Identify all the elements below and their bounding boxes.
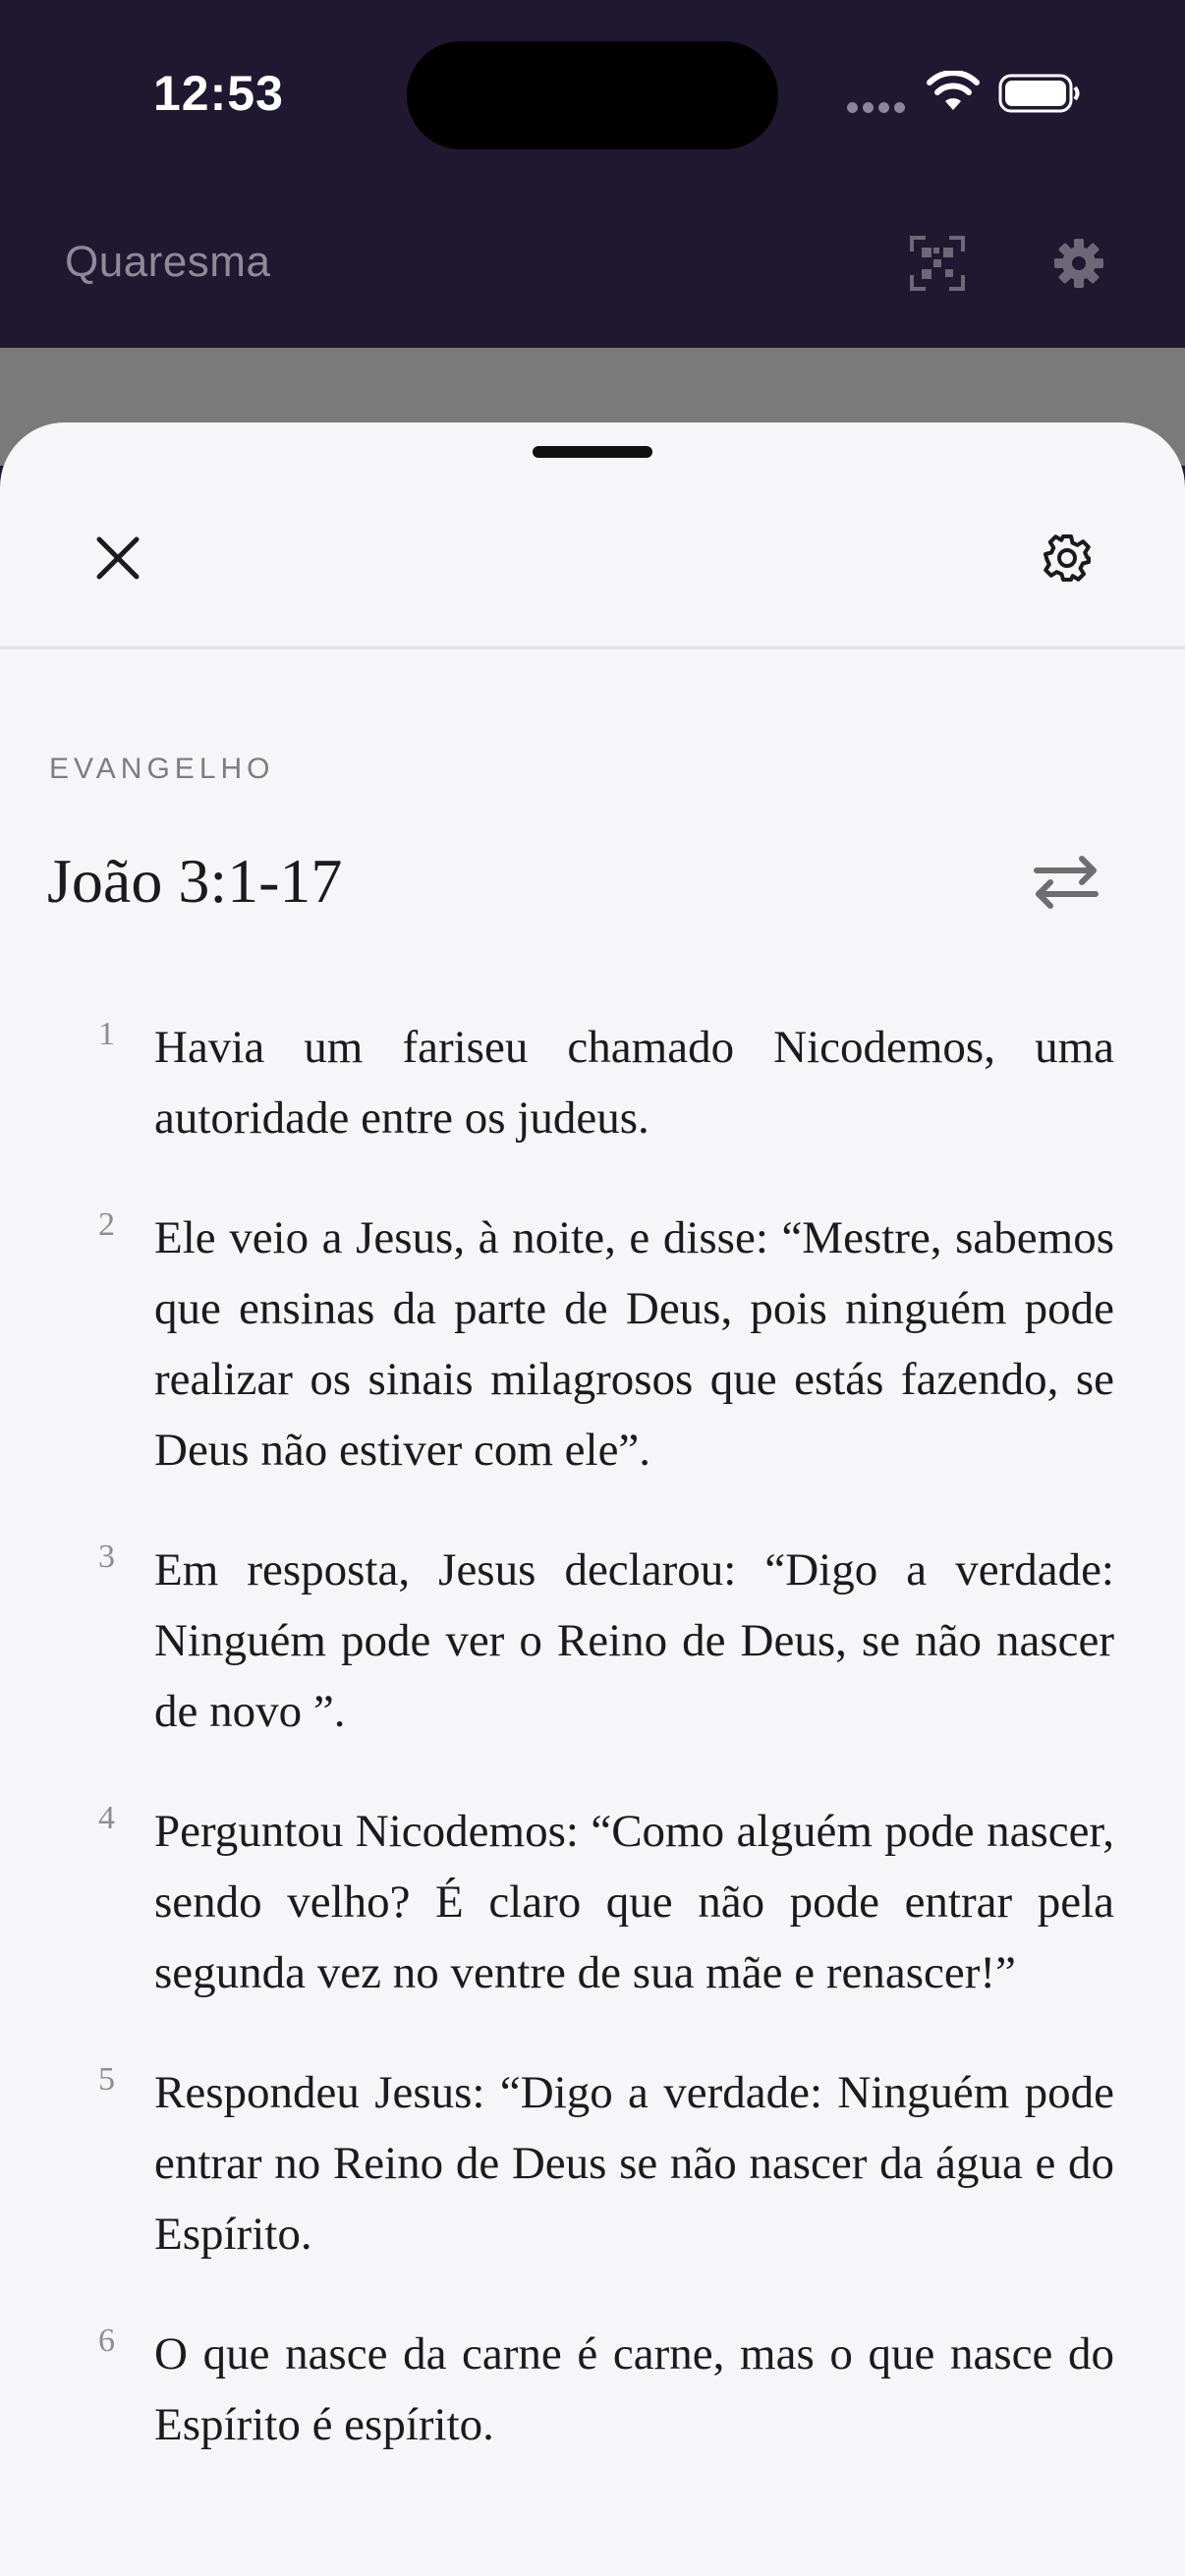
dynamic-island <box>407 41 778 149</box>
status-bar <box>0 0 1185 193</box>
close-icon <box>95 535 141 581</box>
app-title: Quaresma <box>65 238 271 286</box>
status-time: 12:53 <box>153 66 284 121</box>
verse-number: 4 <box>98 1800 115 1836</box>
verse-text: Em resposta, Jesus declarou: “Digo a verdade: Ninguém pode ver o Reino de Deus, se não nascer de novo ”. <box>154 1544 1114 1737</box>
verse <box>0 2319 1185 2460</box>
verse-text: O que nasce da carne é carne, mas o que nasce do Espírito é espírito. <box>154 2328 1114 2450</box>
reading-settings-button[interactable] <box>1030 521 1104 595</box>
app-header <box>0 193 1185 348</box>
verse-text: Ele veio a Jesus, à noite, e disse: “Mestre, sabemos que ensinas da parte de Deus, pois ninguém pode realizar os sinais milagrosos que estás fazendo, se Deus não estiver com ele”. <box>154 1212 1114 1476</box>
gear-icon <box>1042 532 1093 584</box>
section-label: EVANGELHO <box>49 753 275 785</box>
verse-text: Respondeu Jesus: “Digo a verdade: Ninguém pode entrar no Reino de Deus se não nascer da água e do Espírito. <box>154 2067 1114 2260</box>
sheet-grabber[interactable] <box>533 446 652 458</box>
close-button[interactable] <box>81 521 155 595</box>
cellular-signal-icon <box>847 102 906 114</box>
verse-number: 2 <box>98 1206 115 1243</box>
verse <box>0 1796 1185 2008</box>
swap-arrows-icon <box>1031 853 1101 912</box>
verse <box>0 1535 1185 1747</box>
verse-list <box>0 1012 1185 2509</box>
verse <box>0 1012 1185 1153</box>
passage-reference: João 3:1-17 <box>47 846 343 916</box>
verse <box>0 1203 1185 1485</box>
verse-number: 6 <box>98 2323 115 2359</box>
verse-number: 1 <box>98 1016 115 1052</box>
swap-translation-button[interactable] <box>1022 843 1110 922</box>
verse-text: Perguntou Nicodemos: “Como alguém pode nascer, sendo velho? É claro que não pode entrar pela segunda vez no ventre de sua mãe e renascer!” <box>154 1806 1114 1998</box>
battery-icon <box>998 73 1081 114</box>
sheet-divider <box>0 646 1185 649</box>
verse-number: 5 <box>98 2061 115 2098</box>
reading-sheet <box>0 422 1185 2576</box>
verse-number: 3 <box>98 1539 115 1575</box>
header-gear-icon[interactable] <box>1051 236 1106 291</box>
wifi-icon <box>926 71 981 114</box>
verse <box>0 2057 1185 2269</box>
verse-text: Havia um fariseu chamado Nicodemos, uma autoridade entre os judeus. <box>154 1022 1114 1144</box>
qr-code-icon[interactable] <box>910 236 965 291</box>
